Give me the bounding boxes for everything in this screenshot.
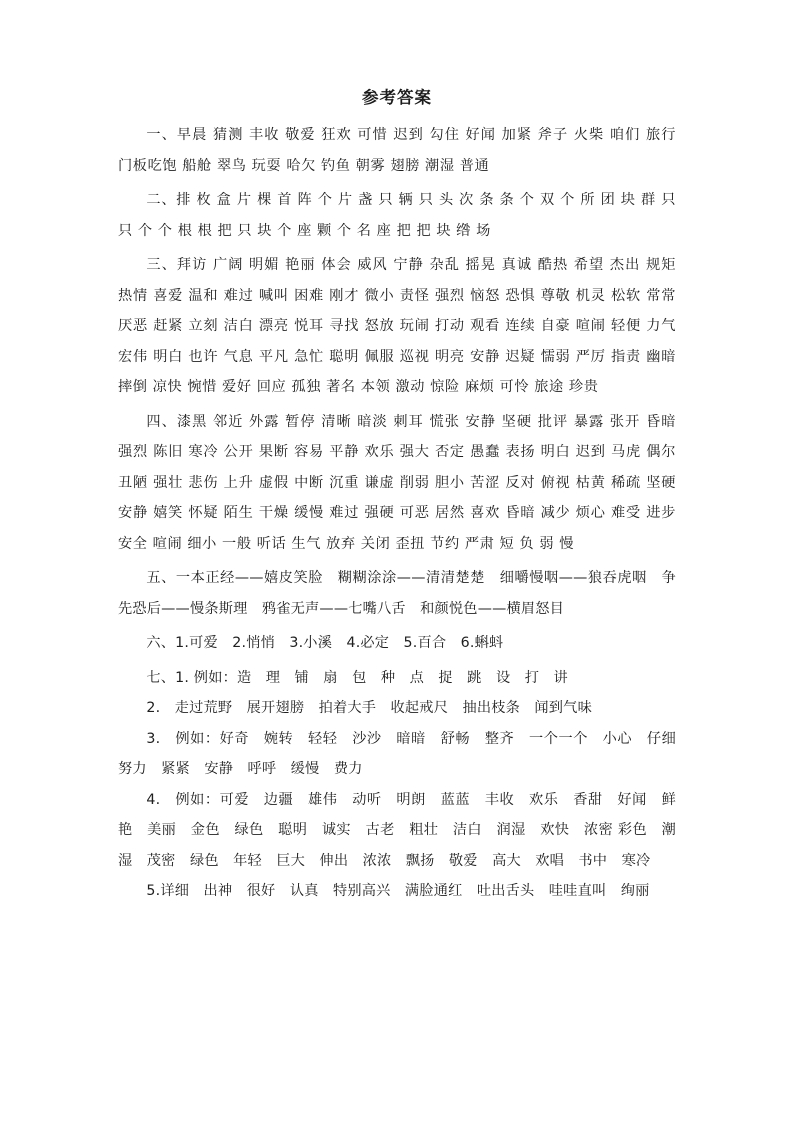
answer-section-3 xyxy=(118,250,676,403)
page-content-area xyxy=(118,86,691,911)
section-7-item-5: 5.详细 出神 很好 认真 特别高兴 满脸通红 吐出舌头 哇哇直叫 绚丽 xyxy=(146,883,650,900)
answer-section-2 xyxy=(118,185,676,246)
section-4-body: 四、漆黑 邻近 外露 暂停 清晰 暗淡 刺耳 慌张 安静 坚硬 批评 暴露 张开 昏暗 强烈 陈旧 寒冷 公开 果断 容易 平静 欢乐 强大 否定 愚蠢 表扬 明白 迟到 马虎 偶尔 丑陋 强壮 悲伤 上升 虚假 中断 沉重 谦虚 削弱 胆小 苦涩 反对 俯视 枯黄 稀疏 坚硬 安静 嬉笑 怀疑 陌生 干燥 缓慢 难过 强硬 可恶 居然 喜欢 昏暗 减少 烦心 难受 进步 安全 喧闹 细小 一般 听话 生气 放弃 关闭 歪扭 节约 严肃 短 负 弱 慢 xyxy=(118,413,676,552)
section-1-body: 一、早晨 猜测 丰收 敬爱 狂欢 可惜 迟到 勾住 好闻 加紧 斧子 火柴 咱们 旅行 门板吃饱 船舱 翠鸟 玩耍 哈欠 钓鱼 朝雾 翅膀 潮湿 普通 xyxy=(118,127,676,174)
answer-section-7 xyxy=(118,663,691,907)
section-3-body: 三、拜访 广阔 明媚 艳丽 体会 威风 宁静 杂乱 摇晃 真诚 酷热 希望 杰出 规矩 热情 喜爱 温和 难过 喊叫 困难 刚才 微小 责怪 强烈 恼怒 恐惧 尊敬 机灵 松软 常常 厌恶 赶紧 立刻 洁白 漂亮 悦耳 寻找 怒放 玩闹 打动 观看 连续 自豪 喧闹 轻便 力气 宏伟 明白 也许 气息 平凡 急忙 聪明 佩服 巡视 明亮 安静 迟疑 懦弱 严厉 指责 幽暗 摔倒 凉快 惋惜 爱好 回应 孤独 著名 本领 激动 惊险 麻烦 可怜 旅途 珍贵 xyxy=(118,257,676,396)
page-title: 参考答案 xyxy=(362,88,432,107)
answer-section-4 xyxy=(118,407,676,560)
answer-section-5 xyxy=(118,563,676,624)
section-2-body: 二、排 枚 盒 片 棵 首 阵 个 片 盏 只 辆 只 头 次 条 条 个 双 个 所 团 块 群 只 只 个 个 根 根 把 只 块 个 座 颗 个 名 座 把 把 块 绺 场 xyxy=(118,192,676,239)
section-5-body: 五、一本正经——嬉皮笑脸 糊糊涂涂——清清楚楚 细嚼慢咽——狼吞虎咽 争先恐后——慢条斯理 鸦雀无声——七嘴八舌 和颜悦色——横眉怒目 xyxy=(118,570,676,617)
section-7-item-1: 七、1. 例如：造 理 铺 扇 包 种 点 捉 跳 设 打 讲 xyxy=(146,669,568,686)
section-7-item-2: 2. 走过荒野 展开翅膀 拍着大手 收起戒尺 抽出枝条 闻到气味 xyxy=(146,700,592,717)
section-6-body: 六、1.可爱 2.悄悄 3.小溪 4.必定 5.百合 6.蝌蚪 xyxy=(146,635,504,652)
answer-section-1 xyxy=(118,120,676,181)
answer-section-6 xyxy=(118,628,676,659)
section-7-item-4: 4. 例如：可爱 边疆 雄伟 动听 明朗 蓝蓝 丰收 欢乐 香甜 好闻 鲜艳 美丽 金色 绿色 聪明 诚实 古老 粗壮 洁白 润湿 欢快 浓密 彩色 潮湿 茂密 绿色 年轻 巨大 伸出 浓浓 飘扬 敬爱 高大 欢唱 书中 寒冷 xyxy=(118,791,676,869)
section-7-item-3: 3. 例如：好奇 婉转 轻轻 沙沙 暗暗 舒畅 整齐 一个一个 小心 仔细 努力 紧紧 安静 呼呼 缓慢 费力 xyxy=(118,730,691,778)
